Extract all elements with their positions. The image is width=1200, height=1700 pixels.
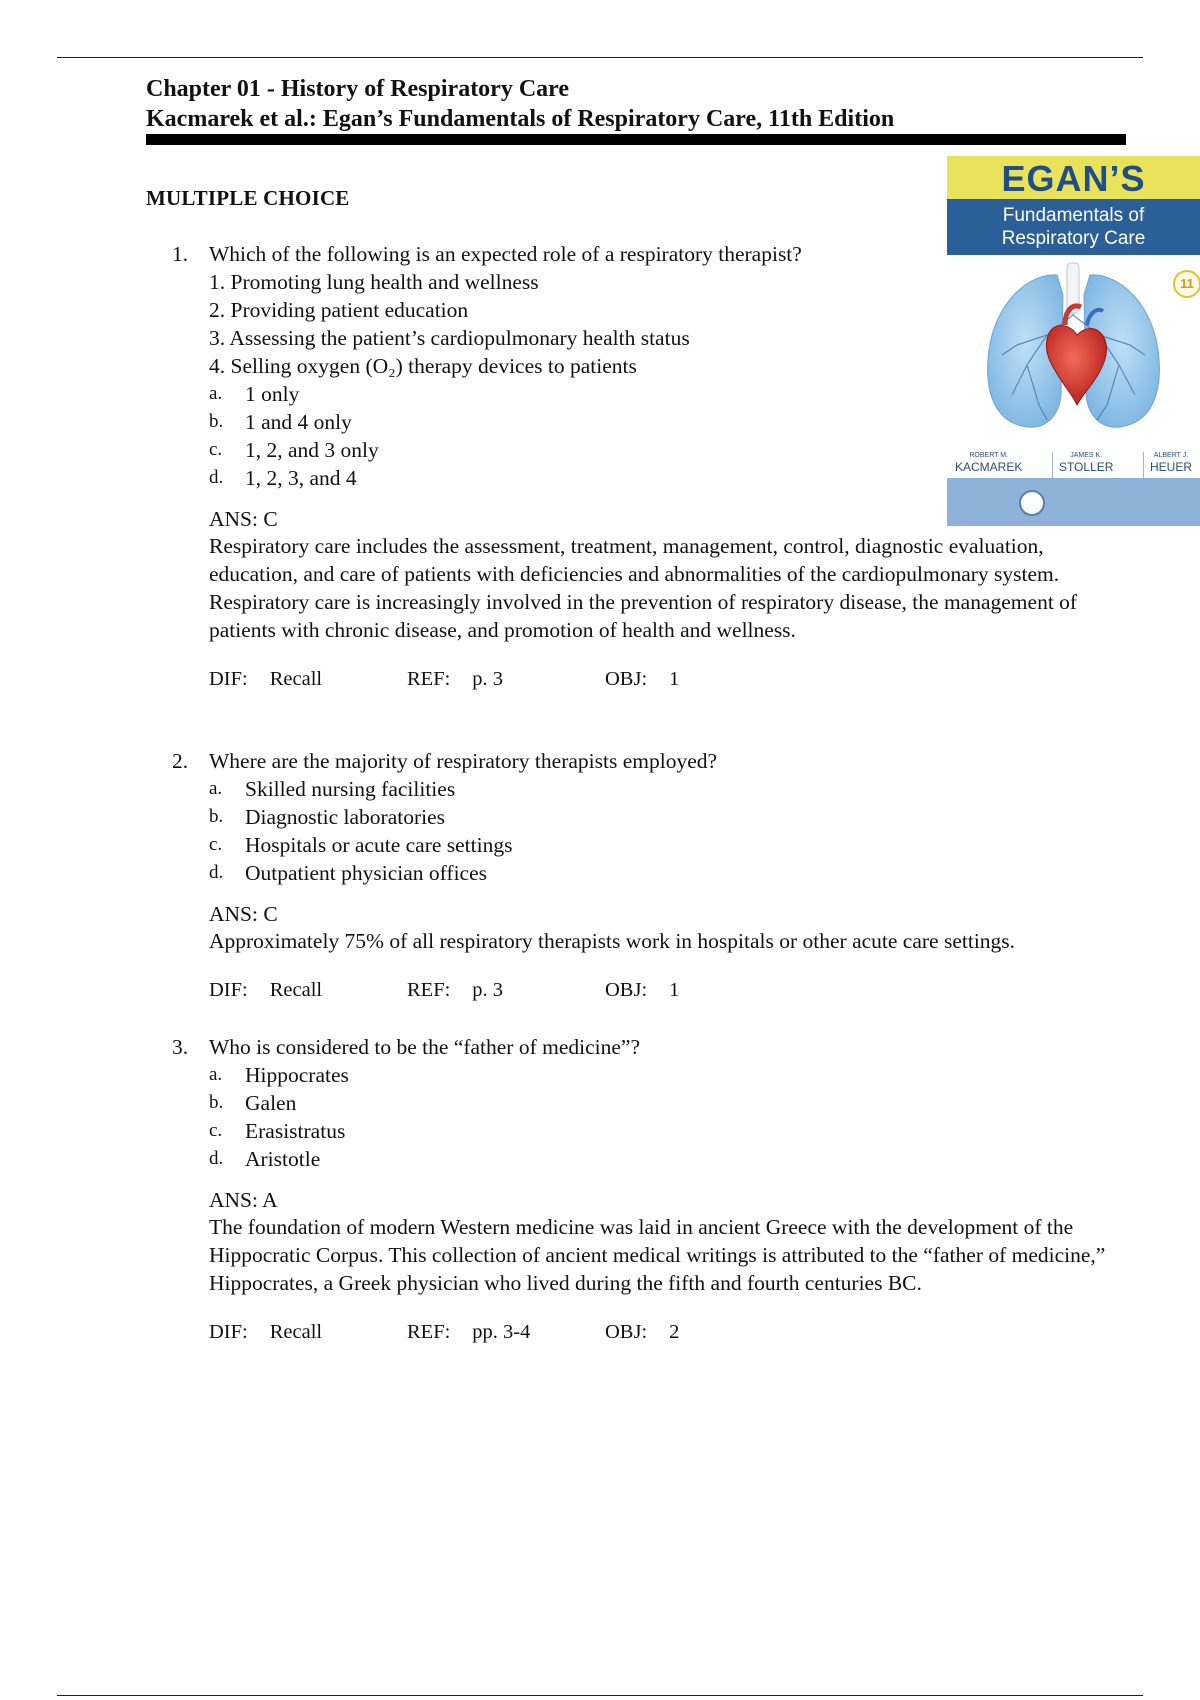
dif-value: Recall (269, 979, 323, 1001)
answer-option (209, 831, 1132, 859)
reference (407, 1319, 605, 1345)
dif-label: DIF: (209, 979, 248, 1001)
option-text: 1 only (245, 382, 300, 406)
reference (407, 977, 605, 1003)
option-text: Diagnostic laboratories (245, 805, 446, 829)
answer-option (209, 408, 1132, 436)
question-number: 3. (172, 1035, 189, 1059)
difficulty (209, 977, 407, 1003)
answer-option (209, 464, 1132, 492)
option-letter: b. (209, 411, 224, 432)
question-number: 1. (172, 242, 189, 266)
question-meta (209, 666, 1132, 692)
answer-key: ANS: A (209, 1188, 278, 1212)
option-letter: d. (209, 1148, 224, 1169)
option-letter: c. (209, 1120, 223, 1141)
ref-value: p. 3 (472, 668, 504, 690)
chapter-title: Chapter 01 - History of Respiratory Care (146, 76, 570, 102)
cover-brand: EGAN’S (1001, 158, 1146, 199)
option-letter: c. (209, 439, 223, 460)
dif-value: Recall (269, 1321, 323, 1343)
option-letter: b. (209, 806, 224, 827)
objective (605, 666, 679, 692)
author-first-name: ALBERT J. (1153, 452, 1189, 459)
book-citation: Kacmarek et al.: Egan’s Fundamentals of Respiratory Care, 11th Edition (146, 106, 895, 132)
rationale: Respiratory care includes the assessment, treatment, management, control, diagnostic evaluation, education, and care of patients with deficiencies and abnormalities of the cardiopulmonary system. Respiratory care is increasingly involved in the prevention of respiratory disease, the management of patients with chronic disease, and promotion of health and wellness. (209, 534, 1078, 642)
option-text: Outpatient physician offices (245, 861, 488, 885)
ref-value: p. 3 (472, 979, 504, 1001)
obj-label: OBJ: (605, 1321, 648, 1343)
ref-label: REF: (407, 668, 451, 690)
option-text: Hospitals or acute care settings (245, 833, 513, 857)
question-meta (209, 1319, 1132, 1345)
statement: 4. Selling oxygen (O₂) therapy devices to patients (209, 354, 637, 378)
option-text: Hippocrates (245, 1063, 349, 1087)
option-text: Skilled nursing facilities (245, 777, 456, 801)
obj-value: 2 (669, 1321, 680, 1343)
answer-option (209, 803, 1132, 831)
answer-option (209, 436, 1132, 464)
question-text: Which of the following is an expected role of a respiratory therapist? (209, 242, 802, 266)
question-2 (172, 747, 1132, 1003)
question-text: Where are the majority of respiratory therapists employed? (209, 749, 718, 773)
obj-label: OBJ: (605, 668, 648, 690)
objective (605, 1319, 679, 1345)
option-letter: d. (209, 467, 224, 488)
answer-option (209, 1089, 1132, 1117)
author-last-name: KACMAREK (955, 460, 1023, 474)
reference (407, 666, 605, 692)
author-last-name: STOLLER (1058, 460, 1114, 474)
option-letter: a. (209, 383, 223, 404)
option-text: 1, 2, and 3 only (245, 438, 379, 462)
question-stem (172, 747, 1132, 775)
ref-label: REF: (407, 1321, 451, 1343)
answer-option (209, 1061, 1132, 1089)
header-divider (146, 134, 1126, 145)
statement: 3. Assessing the patient’s cardiopulmonary health status (209, 326, 690, 350)
section-title: MULTIPLE CHOICE (146, 186, 350, 210)
rationale: The foundation of modern Western medicine was laid in ancient Greece with the development of the Hippocratic Corpus. This collection of ancient medical writings is attributed to the “father of medicine,” Hippocrates, a Greek physician who lived during the fifth and fourth centuries BC. (209, 1215, 1106, 1295)
option-letter: b. (209, 1092, 224, 1113)
option-letter: d. (209, 862, 224, 883)
answer-option (209, 380, 1132, 408)
dif-label: DIF: (209, 1321, 248, 1343)
chapter-header (146, 74, 1146, 134)
ref-value: pp. 3-4 (472, 1321, 531, 1343)
obj-value: 1 (669, 979, 680, 1001)
option-letter: a. (209, 778, 223, 799)
answer-option (209, 775, 1132, 803)
edition-badge: 11 (1173, 270, 1200, 298)
obj-label: OBJ: (605, 979, 648, 1001)
question-text: Who is considered to be the “father of medicine”? (209, 1035, 641, 1059)
option-text: Erasistratus (245, 1119, 346, 1143)
option-letter: c. (209, 834, 223, 855)
dif-value: Recall (269, 668, 323, 690)
objective (605, 977, 679, 1003)
dif-label: DIF: (209, 668, 248, 690)
author-first-name: JAMES K. (1070, 452, 1103, 459)
rationale: Approximately 75% of all respiratory therapists work in hospitals or other acute care settings. (209, 929, 1016, 953)
question-stem (172, 240, 1132, 268)
option-text: Aristotle (245, 1147, 321, 1171)
option-text: 1, 2, 3, and 4 (245, 466, 357, 490)
option-text: Galen (245, 1091, 297, 1115)
author-first-name: ROBERT M. (969, 452, 1008, 459)
question-3 (172, 1033, 1132, 1345)
obj-value: 1 (669, 668, 680, 690)
question-1 (172, 240, 1132, 692)
question-number: 2. (172, 749, 189, 773)
top-rule (57, 57, 1143, 58)
question-stem (172, 1033, 1132, 1061)
ref-label: REF: (407, 979, 451, 1001)
cover-subtitle-line1: Fundamentals of (1002, 205, 1145, 226)
answer-option (209, 1117, 1132, 1145)
question-meta (209, 977, 1132, 1003)
answer-option (209, 859, 1132, 887)
difficulty (209, 666, 407, 692)
statement: 2. Providing patient education (209, 298, 469, 322)
author-last-name: HEUER (1149, 460, 1192, 474)
bottom-rule (57, 1695, 1143, 1696)
cover-subtitle-line2: Respiratory Care (1001, 228, 1146, 249)
difficulty (209, 1319, 407, 1345)
option-letter: a. (209, 1064, 223, 1085)
option-text: 1 and 4 only (245, 410, 352, 434)
statement: 1. Promoting lung health and wellness (209, 270, 539, 294)
answer-key: ANS: C (209, 902, 278, 926)
answer-option (209, 1145, 1132, 1173)
answer-key: ANS: C (209, 507, 278, 531)
